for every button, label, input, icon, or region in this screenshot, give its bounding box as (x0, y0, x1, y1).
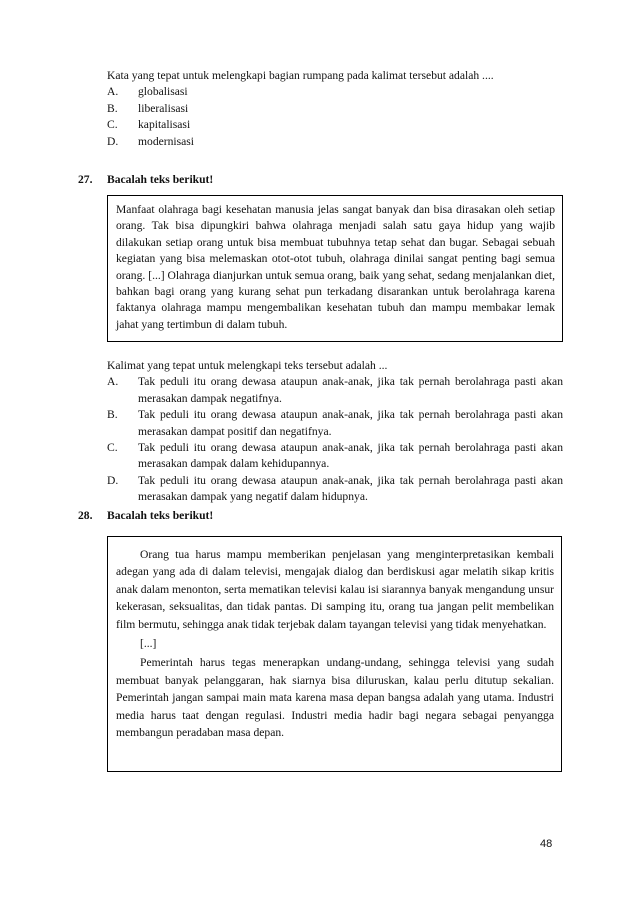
q28-passage-box (107, 536, 562, 772)
q26-option-c: C. kapitalisasi (107, 118, 191, 132)
q27-option-b: B. Tak peduli itu orang dewasa ataupun anak-anak, jika tak pernah berolahraga pasti akan merasakan dampat positif dan negatifnya. (107, 408, 563, 438)
page-number: 48 (540, 838, 553, 850)
q27-stem: Kalimat yang tepat untuk melengkapi teks tersebut adalah ... (107, 359, 388, 372)
q27-passage-box (107, 195, 563, 342)
q26-option-d: D. modernisasi (107, 134, 195, 148)
q28-gap-marker: [...] (140, 637, 157, 651)
q28-paragraph-1: Orang tua harus mampu memberikan penjelasan yang menginterpretasikan kembali adegan yang ada di dalam televisi, mengajak dialog dan berdiskusi agar melatih sikap kritis anak dalam menonton, serta mematikan televisi kalau isi siarannya banyak mengandung unsur kekerasan, seksualitas, dan tidak pantas. Di samping itu, orang tua jangan pelit membelikan film bermutu, sehingga anak tidak terjebak dalam tayangan televisi yang tidak menyehatkan. (116, 548, 554, 631)
q28-number: 28. (78, 509, 93, 522)
q28-heading: Bacalah teks berikut! (107, 509, 214, 522)
q26-option-b: B. liberalisasi (107, 101, 189, 115)
q27-options (107, 358, 563, 506)
q27-option-d: D. Tak peduli itu orang dewasa ataupun anak-anak, jika tak pernah berolahraga pasti akan merasakan dampak yang negatif dalam hidupnya. (107, 473, 563, 504)
q28-paragraph-2: Pemerintah harus tegas menerapkan undang-undang, sehingga televisi yang sudah membuat banyak pelanggaran, hak siarnya bisa diluruskan, kalau perlu ditutup sekalian. Pemerintah jangan sampai main mata karena masa depan bangsa adalah yang utama. Industri media harus taat dengan regulasi. Industri media hadir bagi negara sebagai penyangga membangun peradaban masa depan. (116, 656, 554, 740)
q27-option-a: A. Tak peduli itu orang dewasa ataupun anak-anak, jika tak pernah berolahraga pasti akan merasakan dampak negatifnya. (107, 375, 563, 405)
q26-option-a: A. globalisasi (107, 85, 188, 99)
q26-block (107, 68, 567, 150)
q27-heading: Bacalah teks berikut! (107, 173, 214, 186)
q27-passage: Manfaat olahraga bagi kesehatan manusia jelas sangat banyak dan bisa dirasakan oleh setiap orang. Tak bisa dipungkiri bahwa olahraga menjadi salah satu gaya hidup yang wajib dilakukan setiap orang untuk bisa membuat tubuhnya tetap sehat dan bugar. Sebagai sebuah kegiatan yang bisa melemaskan otot-otot tubuh, olahraga dinilai sangat penting bagi semua orang. [...] Olahraga dianjurkan untuk semua orang, baik yang sehat, sedang menjalankan diet, bahkan bagi orang yang kurang sehat pun terkadang disarankan untuk berolahraga karena faktanya olahraga mampu mengembalikan kesehatan tubuh dan mampu membakar lemak jahat yang tertimbun di dalam tubuh. (116, 203, 555, 331)
q27-number: 27. (78, 173, 93, 186)
q27-option-c: C. Tak peduli itu orang dewasa ataupun anak-anak, jika tak pernah berolahraga pasti akan merasakan dampak dalam kehidupannya. (107, 441, 563, 471)
q26-stem: Kata yang tepat untuk melengkapi bagian rumpang pada kalimat tersebut adalah .... (107, 69, 494, 82)
